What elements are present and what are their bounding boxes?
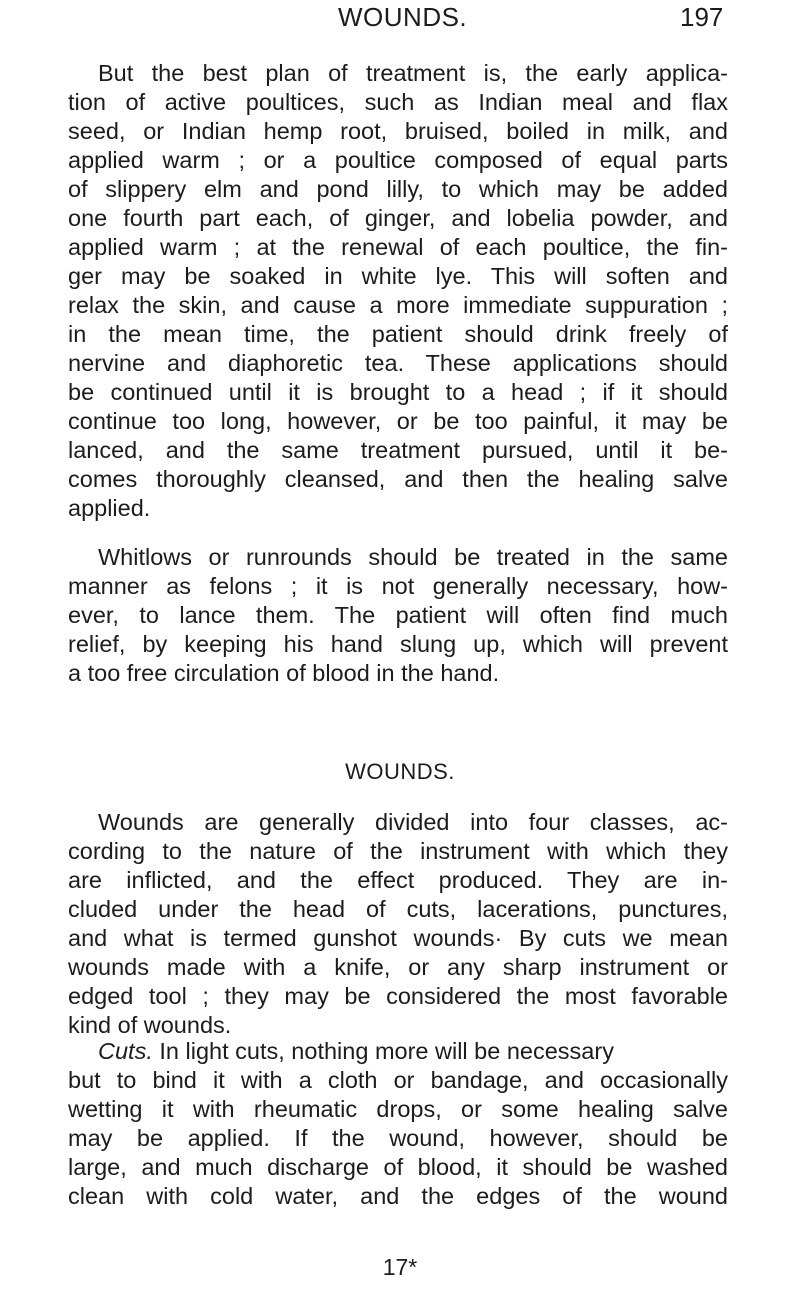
text-line: Wounds are generally divided into four classes, ac- <box>98 809 728 835</box>
text-line: but to bind it with a cloth or bandage, and occasionally <box>68 1067 728 1093</box>
text-line: a too free circulation of blood in the hand. <box>68 660 500 686</box>
text-line: kind of wounds. <box>68 1012 232 1038</box>
text-line: in the mean time, the patient should drink freely of <box>68 321 728 347</box>
text-line: manner as felons ; it is not generally necessary, how- <box>68 573 728 599</box>
text-line: applied. <box>68 495 151 521</box>
run-in-heading: Cuts. <box>98 1038 153 1064</box>
text-line-content: In light cuts, nothing more will be necessary <box>152 1038 614 1064</box>
text-line: relax the skin, and cause a more immediate suppuration ; <box>68 292 728 318</box>
paragraph-cuts <box>68 1037 728 1211</box>
paragraph-wounds-classes <box>68 808 728 1040</box>
text-line: nervine and diaphoretic tea. These applications should <box>68 350 728 376</box>
text-line: large, and much discharge of blood, it should be washed <box>68 1154 728 1180</box>
text-line: wounds made with a knife, or any sharp instrument or <box>68 954 728 980</box>
text-line: tion of active poultices, such as Indian meal and flax <box>68 89 728 115</box>
text-line: edged tool ; they may be considered the most favorable <box>68 983 728 1009</box>
text-line: wetting it with rheumatic drops, or some healing salve <box>68 1096 728 1122</box>
text-line: cording to the nature of the instrument with which they <box>68 838 728 864</box>
text-line: are inflicted, and the effect produced. They are in- <box>68 867 728 893</box>
text-line: seed, or Indian hemp root, bruised, boiled in milk, and <box>68 118 728 144</box>
text-line: lanced, and the same treatment pursued, until it be- <box>68 437 728 463</box>
text-line: be continued until it is brought to a head ; if it should <box>68 379 728 405</box>
text-line: and what is termed gunshot wounds· By cuts we mean <box>68 925 728 951</box>
text-line: may be applied. If the wound, however, should be <box>68 1125 728 1151</box>
text-line: one fourth part each, of ginger, and lobelia powder, and <box>68 205 728 231</box>
page-header <box>0 0 800 48</box>
running-head: WOUNDS. <box>338 2 468 32</box>
text-line: cluded under the head of cuts, lacerations, punctures, <box>68 896 728 922</box>
text-line: ever, to lance them. The patient will often find much <box>68 602 728 628</box>
text-line: But the best plan of treatment is, the early applica- <box>98 60 728 86</box>
text-line: applied warm ; at the renewal of each poultice, the fin- <box>68 234 728 260</box>
text-line: applied warm ; or a poultice composed of equal parts <box>68 147 728 173</box>
text-line <box>68 1037 728 1066</box>
signature-mark: 17* <box>382 1254 418 1280</box>
text-line: comes thoroughly cleansed, and then the healing salve <box>68 466 728 492</box>
paragraph-whitlows <box>68 543 728 688</box>
text-line: continue too long, however, or be too painful, it may be <box>68 408 728 434</box>
paragraph-treatment <box>68 59 728 523</box>
text-line: relief, by keeping his hand slung up, which will prevent <box>68 631 728 657</box>
text-line: Whitlows or runrounds should be treated in the same <box>98 544 728 570</box>
text-line: ger may be soaked in white lye. This will soften and <box>68 263 728 289</box>
section-heading: WOUNDS. <box>345 759 455 784</box>
text-line: clean with cold water, and the edges of the wound <box>68 1183 728 1209</box>
page-number: 197 <box>680 2 724 32</box>
text-line: of slippery elm and pond lilly, to which may be added <box>68 176 728 202</box>
